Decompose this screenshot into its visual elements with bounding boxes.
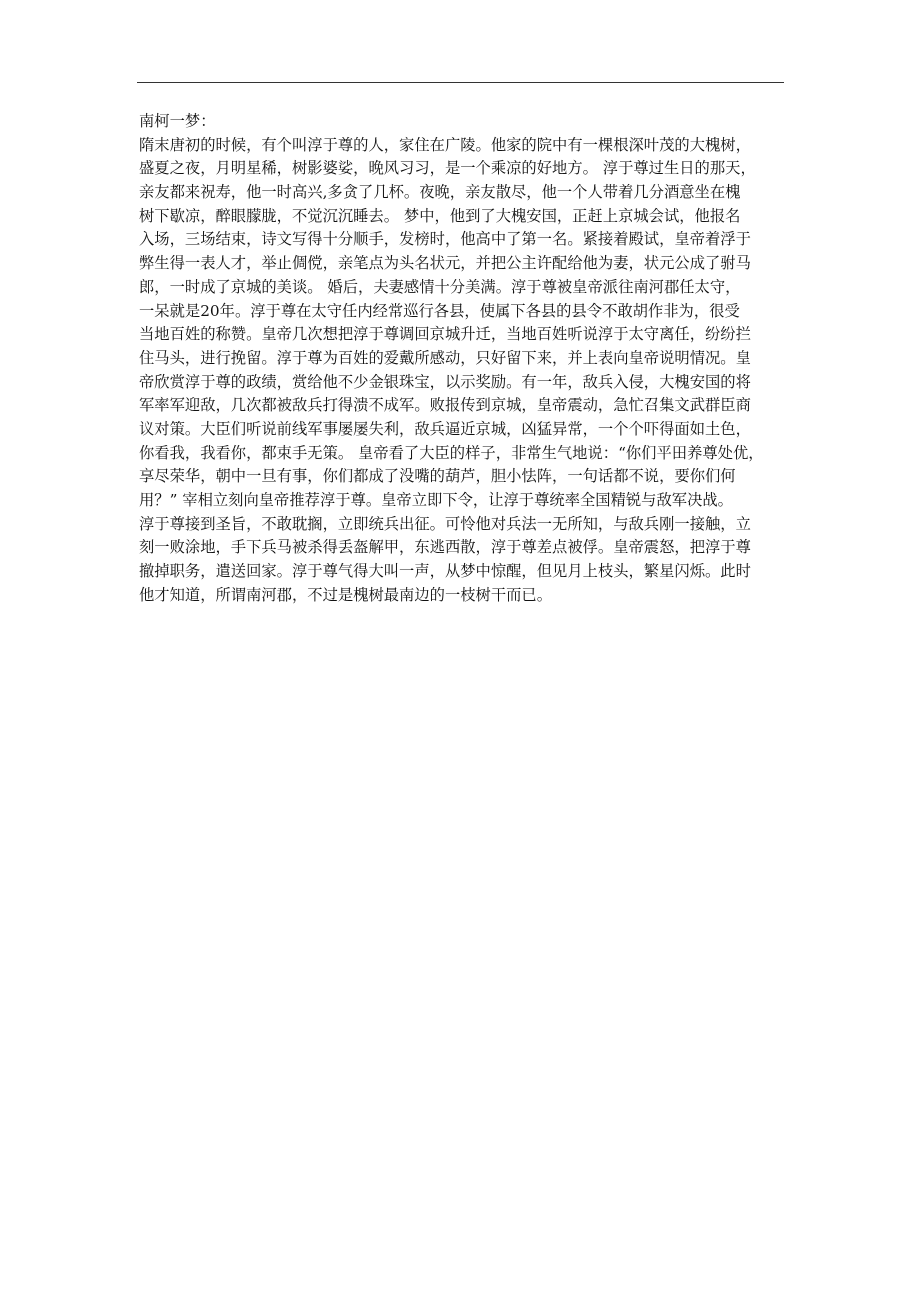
paragraph-line: 享尽荣华，朝中一旦有事，你们都成了没嘴的葫芦，胆小怯阵，一句话都不说，要你们何 — [139, 467, 736, 486]
paragraph-line: 你看我，我看你，都束手无策。 皇帝看了大臣的样子，非常生气地说：“你们平田养尊处优， — [139, 443, 764, 462]
paragraph-line: 盛夏之夜，月明星稀，树影婆娑，晚风习习，是一个乘凉的好地方。 淳于尊过生日的那天， — [139, 159, 756, 178]
paragraph-line: 用？” 宰相立刻向皇帝推荐淳于尊。皇帝立即下令，让淳于尊统率全国精锐与敌军决战。 — [139, 491, 733, 509]
paragraph-line: 一呆就是20年。淳于尊在太守任内经常巡行各县，使属下各县的县令不敢胡作非为，很受 — [139, 301, 740, 320]
paragraph-line: 住马头，进行挽留。淳于尊为百姓的爱戴所感动，只好留下来，并上表向皇帝说明情况。皇 — [139, 348, 751, 367]
document-title: 南柯一梦： — [139, 112, 216, 130]
header-rule — [137, 82, 784, 83]
paragraph-line: 议对策。大臣们听说前线军事屡屡失利，敌兵逼近京城，凶猛异常，一个个吓得面如土色， — [139, 419, 751, 438]
paragraph-line: 隋末唐初的时候，有个叫淳于尊的人，家住在广陵。他家的院中有一棵根深叶茂的大槐树， — [139, 135, 751, 154]
document-body — [139, 110, 787, 607]
paragraph-line: 军率军迎敌，几次都被敌兵打得溃不成军。败报传到京城，皇帝震动，急忙召集文武群臣商 — [139, 396, 751, 415]
paragraph-line: 入场，三场结束，诗文写得十分顺手，发榜时，他高中了第一名。紧接着殿试，皇帝着浮于 — [139, 230, 751, 249]
paragraph-line: 淳于尊接到圣旨，不敢耽搁，立即统兵出征。可怜他对兵法一无所知，与敌兵刚一接触，立 — [139, 514, 751, 533]
paragraph-line: 帝欣赏淳于尊的政绩，赏给他不少金银珠宝，以示奖励。有一年，敌兵入侵，大槐安国的将 — [139, 372, 751, 391]
paragraph-line: 郎，一时成了京城的美谈。 婚后，夫妻感情十分美满。淳于尊被皇帝派往南河郡任太守， — [139, 277, 741, 296]
paragraph-line: 刻一败涂地，手下兵马被杀得丢盔解甲，东逃西散，淳于尊差点被俘。皇帝震怒，把淳于尊 — [139, 538, 751, 557]
paragraph-line: 树下歇凉，醉眼朦胧，不觉沉沉睡去。 梦中，他到了大槐安国，正赶上京城会试，他报名 — [139, 206, 741, 225]
paragraph-line: 他才知道，所谓南河郡，不过是槐树最南边的一枝树干而已。 — [139, 585, 553, 604]
paragraph-line: 弊生得一表人才，举止倜傥，亲笔点为头名状元，并把公主许配给他为妻，状元公成了驸马 — [139, 254, 751, 273]
paragraph-line: 亲友都来祝寿，他一时高兴,多贪了几杯。夜晚，亲友散尽，他一个人带着几分酒意坐在槐 — [139, 183, 741, 202]
paragraph-line: 当地百姓的称赞。皇帝几次想把淳于尊调回京城升迁，当地百姓听说淳于太守离任，纷纷拦 — [139, 325, 751, 344]
paragraph-line: 撤掉职务，遣送回家。淳于尊气得大叫一声，从梦中惊醒，但见月上枝头，繁星闪烁。此时 — [139, 562, 751, 581]
